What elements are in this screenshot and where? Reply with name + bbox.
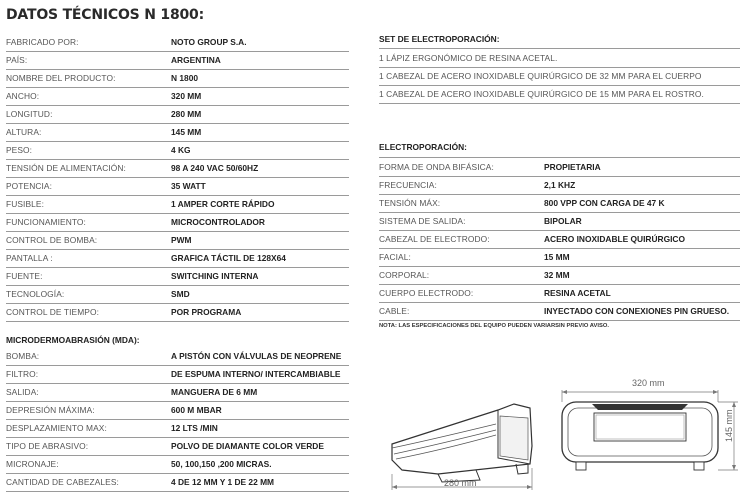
spec-label: LONGITUD: <box>6 109 53 119</box>
spec-label: TIPO DE ABRASIVO: <box>6 441 89 451</box>
spec-label: TECNOLOGÍA: <box>6 289 65 299</box>
spec-value: SWITCHING INTERNA <box>171 271 259 281</box>
device-front-view <box>552 380 748 480</box>
mda-row <box>6 383 349 402</box>
spec-label: NOMBRE DEL PRODUCTO: <box>6 73 116 83</box>
spec-value: 35 WATT <box>171 181 206 191</box>
spec-label: FABRICADO POR: <box>6 37 79 47</box>
spec-value: 145 MM <box>171 127 202 137</box>
spec-value: POLVO DE DIAMANTE COLOR VERDE <box>171 441 324 451</box>
spec-row <box>6 213 349 232</box>
spec-value: NOTO GROUP S.A. <box>171 37 247 47</box>
electroporation-set-heading: SET DE ELECTROPORACIÓN: <box>379 34 500 44</box>
spec-label: ALTURA: <box>6 127 42 137</box>
spec-value: PROPIETARIA <box>544 162 601 172</box>
mda-row <box>6 347 349 366</box>
spec-value: SMD <box>171 289 190 299</box>
spec-value: 4 DE 12 MM Y 1 DE 22 MM <box>171 477 275 487</box>
spec-value: PWM <box>171 235 192 245</box>
mda-row <box>6 437 349 456</box>
length-dimension-label: 280 mm <box>444 478 477 488</box>
spec-label: CABLE: <box>379 306 410 316</box>
electroporation-row <box>379 212 740 231</box>
spec-label: TENSIÓN MÁX: <box>379 198 441 208</box>
electroporation-set-item <box>379 49 740 68</box>
spec-row <box>6 285 349 304</box>
electroporation-row <box>379 230 740 249</box>
spec-row <box>6 105 349 124</box>
spec-row <box>6 231 349 250</box>
spec-value: 32 MM <box>544 270 570 280</box>
electroporation-row <box>379 248 740 267</box>
electroporation-row <box>379 302 740 321</box>
mda-row <box>6 455 349 474</box>
spec-label: FUENTE: <box>6 271 43 281</box>
spec-row <box>6 159 349 178</box>
spec-label: CONTROL DE TIEMPO: <box>6 307 100 317</box>
spec-value: POR PROGRAMA <box>171 307 242 317</box>
electroporation-row <box>379 194 740 213</box>
spec-value: 98 A 240 VAC 50/60HZ <box>171 163 259 173</box>
spec-label: PESO: <box>6 145 33 155</box>
spec-label: POTENCIA: <box>6 181 53 191</box>
electroporation-set-item <box>379 67 740 86</box>
spec-row <box>6 303 349 322</box>
spec-value: RESINA ACETAL <box>544 288 611 298</box>
mda-row <box>6 401 349 420</box>
spec-value: 15 MM <box>544 252 570 262</box>
set-item-text: 1 CABEZAL DE ACERO INOXIDABLE QUIRÚRGICO DE 32 MM PARA EL CUERPO <box>379 71 702 81</box>
electroporation-row <box>379 284 740 303</box>
spec-row <box>6 249 349 268</box>
mda-heading: MICRODERMOABRASIÓN (MDA): <box>6 335 140 345</box>
mda-row <box>6 419 349 438</box>
spec-label: TENSIÓN DE ALIMENTACIÓN: <box>6 163 126 173</box>
spec-label: PAÍS: <box>6 55 28 65</box>
spec-row <box>6 195 349 214</box>
spec-label: CUERPO ELECTRODO: <box>379 288 474 298</box>
spec-label: FACIAL: <box>379 252 411 262</box>
electroporation-table <box>379 157 740 320</box>
spec-value: 600 M MBAR <box>171 405 222 415</box>
spec-row <box>6 177 349 196</box>
spec-label: FRECUENCIA: <box>379 180 437 190</box>
spec-label: FORMA DE ONDA BIFÁSICA: <box>379 162 494 172</box>
set-item-text: 1 LÁPIZ ERGONÓMICO DE RESINA ACETAL. <box>379 53 558 63</box>
spec-value: 280 MM <box>171 109 202 119</box>
page-title: DATOS TÉCNICOS N 1800: <box>6 7 204 23</box>
spec-label: SALIDA: <box>6 387 39 397</box>
height-dimension-label: 145 mm <box>724 409 734 442</box>
spec-value: 4 KG <box>171 145 191 155</box>
spec-label: ANCHO: <box>6 91 40 101</box>
electroporation-row <box>379 158 740 177</box>
spec-label: CONTROL DE BOMBA: <box>6 235 98 245</box>
electroporation-row <box>379 266 740 285</box>
mda-row <box>6 365 349 384</box>
spec-label: MICRONAJE: <box>6 459 59 469</box>
spec-value: 2,1 KHZ <box>544 180 576 190</box>
spec-value: GRAFICA TÁCTIL DE 128X64 <box>171 253 286 263</box>
spec-label: CABEZAL DE ELECTRODO: <box>379 234 490 244</box>
spec-label: FILTRO: <box>6 369 39 379</box>
spec-value: MANGUERA DE 6 MM <box>171 387 258 397</box>
spec-value: ARGENTINA <box>171 55 221 65</box>
spec-row <box>6 33 349 52</box>
spec-row <box>6 51 349 70</box>
spec-value: BIPOLAR <box>544 216 582 226</box>
spec-value: INYECTADO CON CONEXIONES PIN GRUESO. <box>544 306 730 316</box>
spec-value: 800 VPP CON CARGA DE 47 K <box>544 198 665 208</box>
spec-row <box>6 267 349 286</box>
spec-label: SISTEMA DE SALIDA: <box>379 216 466 226</box>
spec-value: 320 MM <box>171 91 202 101</box>
electroporation-set-item <box>379 85 740 104</box>
electroporation-heading: ELECTROPORACIÓN: <box>379 142 467 152</box>
electroporation-set-list <box>379 48 740 99</box>
spec-value: 12 LTS /MIN <box>171 423 218 433</box>
spec-label: PANTALLA : <box>6 253 53 263</box>
spec-label: DEPRESIÓN MÁXIMA: <box>6 405 95 415</box>
spec-value: A PISTÓN CON VÁLVULAS DE NEOPRENE <box>171 351 342 361</box>
spec-value: 50, 100,150 ,200 MICRAS. <box>171 459 272 469</box>
mda-table <box>6 347 349 491</box>
spec-label: FUSIBLE: <box>6 199 45 209</box>
spec-label: FUNCIONAMIENTO: <box>6 217 86 227</box>
general-specs-table <box>6 33 349 321</box>
spec-value: DE ESPUMA INTERNO/ INTERCAMBIABLE <box>171 369 341 379</box>
width-dimension-label: 320 mm <box>632 378 665 388</box>
spec-row <box>6 123 349 142</box>
spec-row <box>6 87 349 106</box>
spec-label: DESPLAZAMIENTO MAX: <box>6 423 107 433</box>
specs-note: NOTA: LAS ESPECIFICACIONES DEL EQUIPO PUEDEN VARIARSIN PREVIO AVISO. <box>379 323 609 329</box>
spec-value: 1 AMPER CORTE RÁPIDO <box>171 199 275 209</box>
spec-label: CANTIDAD DE CABEZALES: <box>6 477 119 487</box>
set-item-text: 1 CABEZAL DE ACERO INOXIDABLE QUIRÚRGICO DE 15 MM PARA EL ROSTRO. <box>379 89 704 99</box>
spec-row <box>6 141 349 160</box>
spec-value: ACERO INOXIDABLE QUIRÚRGICO <box>544 234 685 244</box>
spec-label: BOMBA: <box>6 351 40 361</box>
electroporation-row <box>379 176 740 195</box>
spec-row <box>6 69 349 88</box>
spec-value: MICROCONTROLADOR <box>171 217 265 227</box>
spec-label: CORPORAL: <box>379 270 430 280</box>
spec-value: N 1800 <box>171 73 199 83</box>
mda-row <box>6 473 349 492</box>
